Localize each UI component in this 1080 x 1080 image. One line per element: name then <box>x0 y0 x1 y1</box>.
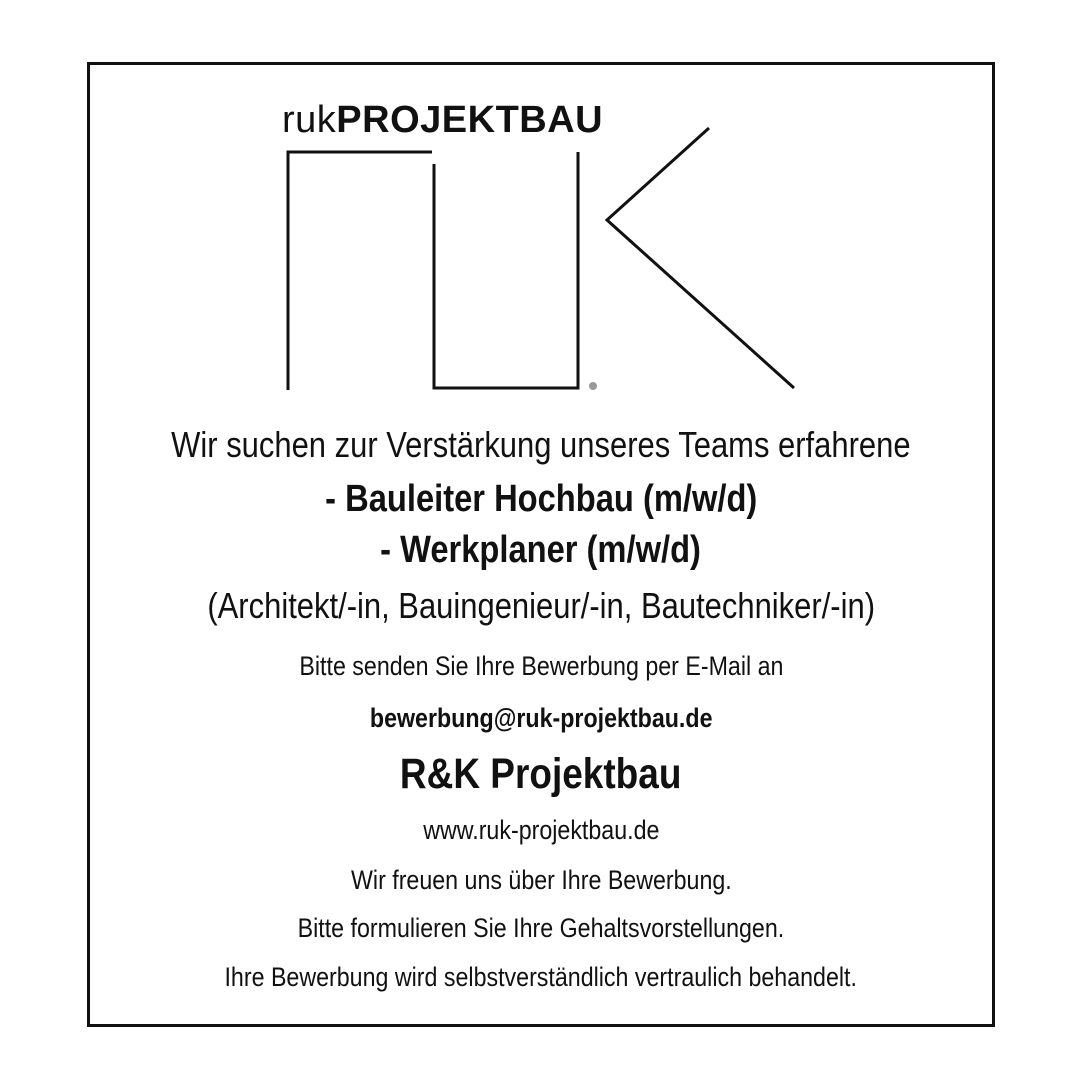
position-bauleiter <box>87 476 995 522</box>
confidential-note <box>87 959 995 995</box>
salary-note-label: Bitte formulieren Sie Ihre Gehaltsvorstellungen. <box>297 913 785 943</box>
send-instruction-label: Bitte senden Sie Ihre Bewerbung per E-Mail an <box>298 651 784 681</box>
send-instruction <box>87 648 995 684</box>
logo-dot <box>589 382 597 390</box>
email-address-link[interactable]: bewerbung@ruk-projektbau.de <box>369 703 713 733</box>
company-name-label: R&K Projektbau <box>400 750 682 798</box>
email-address[interactable] <box>87 700 995 736</box>
intro-text <box>87 423 995 467</box>
thanks-text <box>87 862 995 898</box>
salary-note <box>87 910 995 946</box>
confidential-note-label: Ihre Bewerbung wird selbstverständlich vertraulich behandelt. <box>224 962 858 992</box>
logo-r-stroke <box>288 152 432 390</box>
logo-wordmark-bold: PROJEKTBAU <box>336 99 604 141</box>
website-url-link[interactable]: www.ruk-projektbau.de <box>422 815 660 845</box>
roles-text-label: (Architekt/-in, Bauingenieur/-in, Bautechniker/-in) <box>207 585 875 626</box>
thanks-text-label: Wir freuen uns über Ihre Bewerbung. <box>350 865 732 895</box>
logo-u-stroke <box>434 152 578 388</box>
position-bauleiter-label: - Bauleiter Hochbau (m/w/d) <box>324 478 758 520</box>
company-name <box>87 748 995 800</box>
intro-text-label: Wir suchen zur Verstärkung unseres Teams erfahrene <box>171 424 911 465</box>
logo-wordmark <box>282 100 603 140</box>
website-url[interactable] <box>87 812 995 848</box>
roles-text <box>87 584 995 628</box>
position-werkplaner <box>87 527 995 573</box>
position-werkplaner-label: - Werkplaner (m/w/d) <box>380 529 702 571</box>
company-logo <box>282 92 796 392</box>
logo-wordmark-light: ruk <box>282 99 337 141</box>
logo-k-stroke <box>607 128 794 388</box>
